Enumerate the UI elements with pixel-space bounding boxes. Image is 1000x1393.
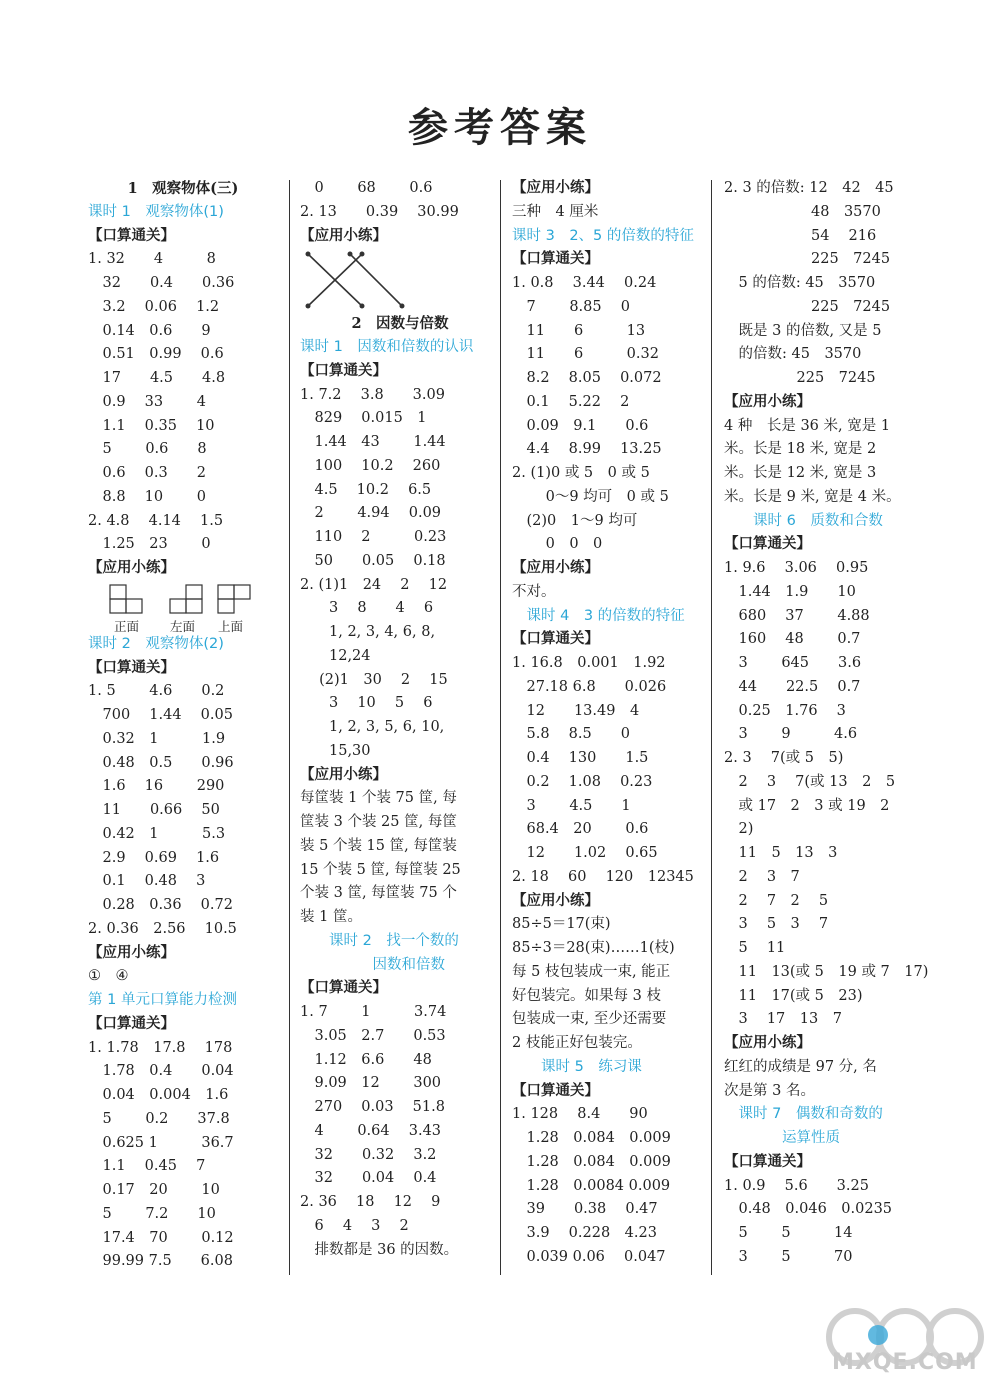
view-label: 左面 (170, 618, 196, 634)
column-divider (289, 180, 290, 1275)
answer-line: 或 17 2 3 或 19 2 (724, 797, 890, 814)
answer-column-3 (512, 177, 712, 1270)
answer-line: 3.05 2.7 0.53 (300, 1027, 446, 1044)
exercise-heading: 【应用小练】 (512, 892, 599, 909)
answer-line: 2 7 2 5 (724, 892, 829, 909)
answer-line: 1.25 23 0 (88, 536, 211, 553)
answer-line: 5 的倍数: 45 3570 (724, 275, 876, 291)
answer-line: 0.32 1 1.9 (88, 730, 226, 747)
answer-line: 个装 3 筐, 每筐装 75 个 (300, 885, 457, 902)
exercise-heading: 【口算通关】 (88, 1015, 175, 1032)
answer-line: 好包装完。如果每 3 枝 (512, 987, 661, 1004)
answer-line: 2) (724, 821, 754, 838)
answer-line: 0.42 1 5.3 (88, 825, 226, 842)
exercise-heading: 【口算通关】 (724, 1153, 811, 1170)
answer-line: 85÷5＝17(束) (512, 916, 611, 933)
answer-line: 的倍数: 45 3570 (724, 346, 862, 363)
exercise-heading: 【口算通关】 (300, 362, 387, 379)
answer-line: 15,30 (300, 742, 371, 759)
answer-line: 4.4 8.99 13.25 (512, 441, 662, 458)
answer-line: 1.78 0.4 0.04 (88, 1063, 234, 1080)
answer-line: 5 7.2 10 (88, 1205, 216, 1222)
exercise-heading: 【应用小练】 (512, 180, 599, 196)
answer-line: 0.9 33 4 (88, 393, 206, 410)
answer-column-4 (724, 177, 929, 1270)
answer-line: 米。长是 12 米, 宽是 3 (724, 465, 877, 481)
answer-line: 筐装 3 个装 25 筐, 每筐 (300, 814, 457, 830)
answer-line: 0.04 0.004 1.6 (88, 1087, 229, 1103)
answer-line: 68.4 20 0.6 (512, 821, 649, 838)
answer-line: 7 8.85 0 (512, 298, 630, 315)
answer-line: 2. 0.36 2.56 10.5 (88, 920, 237, 937)
lesson-heading: 课时 3 2、5 的倍数的特征 (512, 227, 694, 244)
answer-line: 0～9 均可 0 或 5 (512, 488, 669, 505)
answer-line: 装 1 筐。 (300, 909, 362, 925)
answer-line: 225 7245 (724, 370, 876, 386)
lesson-heading: 课时 6 质数和合数 (724, 512, 883, 529)
answer-line: 0.48 0.5 0.96 (88, 754, 234, 771)
answer-line: 17 4.5 4.8 (88, 370, 226, 386)
answer-line: 2 3 7(或 13 2 5 (724, 773, 896, 790)
answer-line: 1.28 0.084 0.009 (512, 1153, 671, 1170)
watermark-url: MXQE.COM (832, 1350, 978, 1375)
answer-line: 1. 128 8.4 90 (512, 1106, 648, 1123)
answer-line: 4 0.64 3.43 (300, 1122, 442, 1139)
answer-line: 11 6 13 (512, 322, 646, 339)
answer-line: 0.48 0.046 0.0235 (724, 1201, 893, 1218)
answer-line: (2)1 30 2 15 (300, 671, 448, 688)
answer-line: 每筐装 1 个装 75 筐, 每 (300, 790, 457, 807)
answer-line: 1. 16.8 0.001 1.92 (512, 655, 666, 671)
answer-line: 160 48 0.7 (724, 631, 861, 648)
answer-line: 680 37 4.88 (724, 607, 870, 624)
lesson-heading: 课时 5 练习课 (512, 1058, 642, 1075)
exercise-heading: 【口算通关】 (300, 980, 387, 997)
answer-line: 0.25 1.76 3 (724, 702, 846, 719)
answer-line: 225 7245 (724, 298, 891, 315)
answer-line: 27.18 6.8 0.026 (512, 678, 667, 695)
answer-line: 0.14 0.6 9 (88, 322, 211, 339)
answer-line: 0.4 130 1.5 (512, 750, 649, 766)
exercise-heading: 【口算通关】 (512, 631, 599, 648)
answer-line: 3 5 70 (724, 1248, 853, 1265)
answer-column-1 (88, 177, 278, 1274)
answer-line: 48 3570 (724, 203, 881, 220)
answer-line: 6 4 3 2 (300, 1217, 409, 1234)
answer-line: 0.09 9.1 0.6 (512, 417, 649, 434)
exercise-heading: 【应用小练】 (88, 560, 175, 576)
answer-line: 17.4 70 0.12 (88, 1229, 234, 1246)
answer-line: 0.039 0.06 0.047 (512, 1248, 666, 1265)
answer-line: 829 0.015 1 (300, 410, 427, 427)
answer-line: 12 13.49 4 (512, 702, 640, 719)
answer-line: 39 0.38 0.47 (512, 1201, 658, 1218)
answer-line: 1. 7.2 3.8 3.09 (300, 386, 445, 403)
answer-line: 1.12 6.6 48 (300, 1051, 432, 1068)
answer-line: 2. 18 60 120 12345 (512, 868, 694, 885)
answer-line: 1. 0.8 3.44 0.24 (512, 275, 657, 291)
answer-line: 5 0.6 8 (88, 441, 207, 458)
answer-line: 2. 4.8 4.14 1.5 (88, 512, 224, 529)
answer-line: 3.2 0.06 1.2 (88, 298, 220, 315)
answer-line: 1, 2, 3, 4, 6, 8, (300, 624, 436, 640)
answer-line: 0.6 0.3 2 (88, 465, 206, 481)
answer-line: 每 5 枝包装成一束, 能正 (512, 963, 671, 980)
answer-line: 1, 2, 3, 5, 6, 10, (300, 719, 445, 735)
answer-line: 9.09 12 300 (300, 1075, 442, 1092)
answer-line: 0 68 0.6 (300, 180, 433, 196)
answer-line: 2 枝能正好包装完。 (512, 1035, 642, 1051)
answer-line: 8.2 8.05 0.072 (512, 370, 662, 386)
answer-line: 32 0.32 3.2 (300, 1146, 437, 1163)
answer-column-2 (300, 177, 500, 1262)
answer-line: 11 13(或 5 19 或 7 17) (724, 963, 929, 980)
answer-line: 11 17(或 5 23) (724, 987, 863, 1004)
exercise-heading: 【口算通关】 (88, 227, 175, 244)
answer-line: 不对。 (512, 583, 556, 600)
answer-line: 三种 4 厘米 (512, 203, 599, 220)
exercise-heading: 【应用小练】 (300, 227, 387, 244)
answer-line: 3 5 3 7 (724, 916, 829, 933)
answer-line: 1.28 0.0084 0.009 (512, 1177, 671, 1194)
answer-line: ① ④ (88, 968, 129, 985)
exercise-heading: 【口算通关】 (512, 1082, 599, 1099)
answer-line: 5 0.2 37.8 (88, 1110, 230, 1127)
page-title: 参考答案 (408, 104, 592, 151)
answer-line: 米。长是 9 米, 宽是 4 米。 (724, 488, 901, 505)
lesson-heading: 课时 7 偶数和奇数的 (724, 1106, 883, 1123)
answer-line: 110 2 0.23 (300, 529, 447, 545)
section-title: 1 观察物体(三) (127, 180, 239, 197)
answer-line: 12 1.02 0.65 (512, 845, 658, 861)
answer-line: 2. (1)0 或 5 0 或 5 (512, 465, 650, 481)
answer-line: 3 10 5 6 (300, 695, 433, 712)
answer-line: 54 216 (724, 227, 877, 244)
lesson-heading: 课时 1 观察物体(1) (88, 203, 224, 220)
answer-line: 11 5 13 3 (724, 845, 838, 861)
lesson-heading: 第 1 单元口算能力检测 (88, 992, 237, 1008)
answer-line: 12,24 (300, 647, 371, 664)
answer-line: 3 645 3.6 (724, 655, 862, 671)
answer-line: 11 0.66 50 (88, 802, 220, 818)
answer-line: 2. 3 7(或 5 5) (724, 750, 844, 766)
lesson-heading: 课时 2 找一个数的 (300, 932, 459, 949)
lesson-heading: 课时 2 观察物体(2) (88, 635, 224, 652)
answer-line: 15 个装 5 筐, 每筐装 25 (300, 861, 461, 878)
answer-line: 2.9 0.69 1.6 (88, 849, 220, 866)
answer-line: 1.6 16 290 (88, 778, 225, 795)
matching-lines (300, 248, 500, 312)
answer-line: 红红的成绩是 97 分, 名 (724, 1058, 877, 1075)
answer-line: 包装成一束, 至少还需要 (512, 1011, 667, 1028)
answer-line: 2. 3 的倍数: 12 42 45 (724, 180, 894, 196)
view-label: 上面 (218, 618, 244, 634)
answer-line: 3 17 13 7 (724, 1011, 842, 1028)
answer-line: 0.1 5.22 2 (512, 393, 630, 410)
answer-line: 1.28 0.084 0.009 (512, 1130, 671, 1146)
answer-line: 44 22.5 0.7 (724, 678, 861, 695)
answer-line: 1. 32 4 8 (88, 251, 216, 268)
answer-line: 0.1 0.48 3 (88, 873, 206, 890)
answer-line: 1.1 0.45 7 (88, 1158, 206, 1175)
answer-line: 700 1.44 0.05 (88, 707, 233, 723)
answer-line: 米。长是 18 米, 宽是 2 (724, 441, 877, 458)
answer-line: 32 0.4 0.36 (88, 275, 235, 291)
answer-line: 11 6 0.32 (512, 346, 659, 363)
lesson-heading: 因数和倍数 (300, 956, 445, 973)
answer-line: 225 7245 (724, 251, 891, 268)
exercise-heading: 【应用小练】 (724, 1035, 811, 1051)
answer-line: 1. 9.6 3.06 0.95 (724, 560, 869, 576)
answer-line: 3 4.5 1 (512, 797, 631, 814)
answer-line: 5 5 14 (724, 1225, 853, 1241)
exercise-heading: 【口算通关】 (724, 536, 811, 553)
answer-line: 4 种 长是 36 米, 宽是 1 (724, 417, 891, 434)
answer-line: (2)0 1～9 均可 (512, 512, 638, 529)
view-label: 正面 (114, 618, 140, 634)
answer-line: 2. 13 0.39 30.99 (300, 203, 459, 220)
answer-line: 1. 7 1 3.74 (300, 1004, 447, 1020)
answer-line: 3.9 0.228 4.23 (512, 1225, 657, 1241)
lesson-heading: 运算性质 (724, 1130, 840, 1146)
answer-line: 5.8 8.5 0 (512, 726, 630, 743)
answer-line: 3 8 4 6 (300, 600, 434, 617)
answer-line: 排数都是 36 的因数。 (300, 1241, 459, 1258)
answer-line: 2 4.94 0.09 (300, 505, 442, 522)
answer-line: 270 0.03 51.8 (300, 1099, 445, 1115)
answer-line: 0.28 0.36 0.72 (88, 897, 233, 913)
answer-line: 1. 1.78 17.8 178 (88, 1039, 233, 1056)
answer-line: 100 10.2 260 (300, 457, 441, 474)
exercise-heading: 【口算通关】 (512, 251, 599, 268)
answer-line: 1. 0.9 5.6 3.25 (724, 1177, 869, 1194)
matching-diagram (300, 248, 500, 312)
answer-line: 装 5 个装 15 筐, 每筐装 (300, 837, 457, 854)
answer-line: 1.1 0.35 10 (88, 417, 215, 434)
exercise-heading: 【应用小练】 (724, 393, 811, 410)
answer-line: 0.17 20 10 (88, 1182, 220, 1198)
answer-line: 0.2 1.08 0.23 (512, 773, 653, 790)
lesson-heading: 课时 4 3 的倍数的特征 (512, 607, 685, 624)
answer-line: 50 0.05 0.18 (300, 552, 446, 569)
answer-line: 1.44 43 1.44 (300, 434, 446, 450)
column-divider (500, 180, 501, 1275)
answer-line: 2. 36 18 12 9 (300, 1194, 441, 1210)
exercise-heading: 【应用小练】 (512, 560, 599, 576)
answer-line: 1.44 1.9 10 (724, 583, 856, 600)
answer-line: 99.99 7.5 6.08 (88, 1253, 233, 1270)
answer-line: 8.8 10 0 (88, 488, 206, 505)
lesson-heading: 课时 1 因数和倍数的认识 (300, 339, 474, 355)
view-diagram-shapes (88, 581, 278, 617)
answer-line: 既是 3 的倍数, 又是 5 (724, 322, 882, 339)
answer-line: 2. (1)1 24 2 12 (300, 576, 448, 593)
exercise-heading: 【应用小练】 (300, 766, 387, 783)
answer-line: 0 0 0 (512, 536, 603, 553)
answer-line: 1. 5 4.6 0.2 (88, 683, 225, 700)
section-title: 2 因数与倍数 (351, 315, 449, 333)
answer-line: 4.5 10.2 6.5 (300, 481, 432, 498)
answer-line: 2 3 7 (724, 868, 800, 885)
answer-line: 5 11 (724, 940, 786, 956)
exercise-heading: 【应用小练】 (88, 944, 175, 961)
answer-line: 85÷3＝28(束)……1(枝) (512, 940, 675, 956)
view-diagrams (88, 581, 278, 633)
exercise-heading: 【口算通关】 (88, 659, 175, 676)
answer-line: 0.625 1 36.7 (88, 1134, 234, 1151)
answer-line: 3 9 4.6 (724, 726, 858, 743)
answer-line: 次是第 3 名。 (724, 1082, 815, 1099)
answer-line: 0.51 0.99 0.6 (88, 346, 224, 363)
answer-line: 32 0.04 0.4 (300, 1170, 437, 1187)
